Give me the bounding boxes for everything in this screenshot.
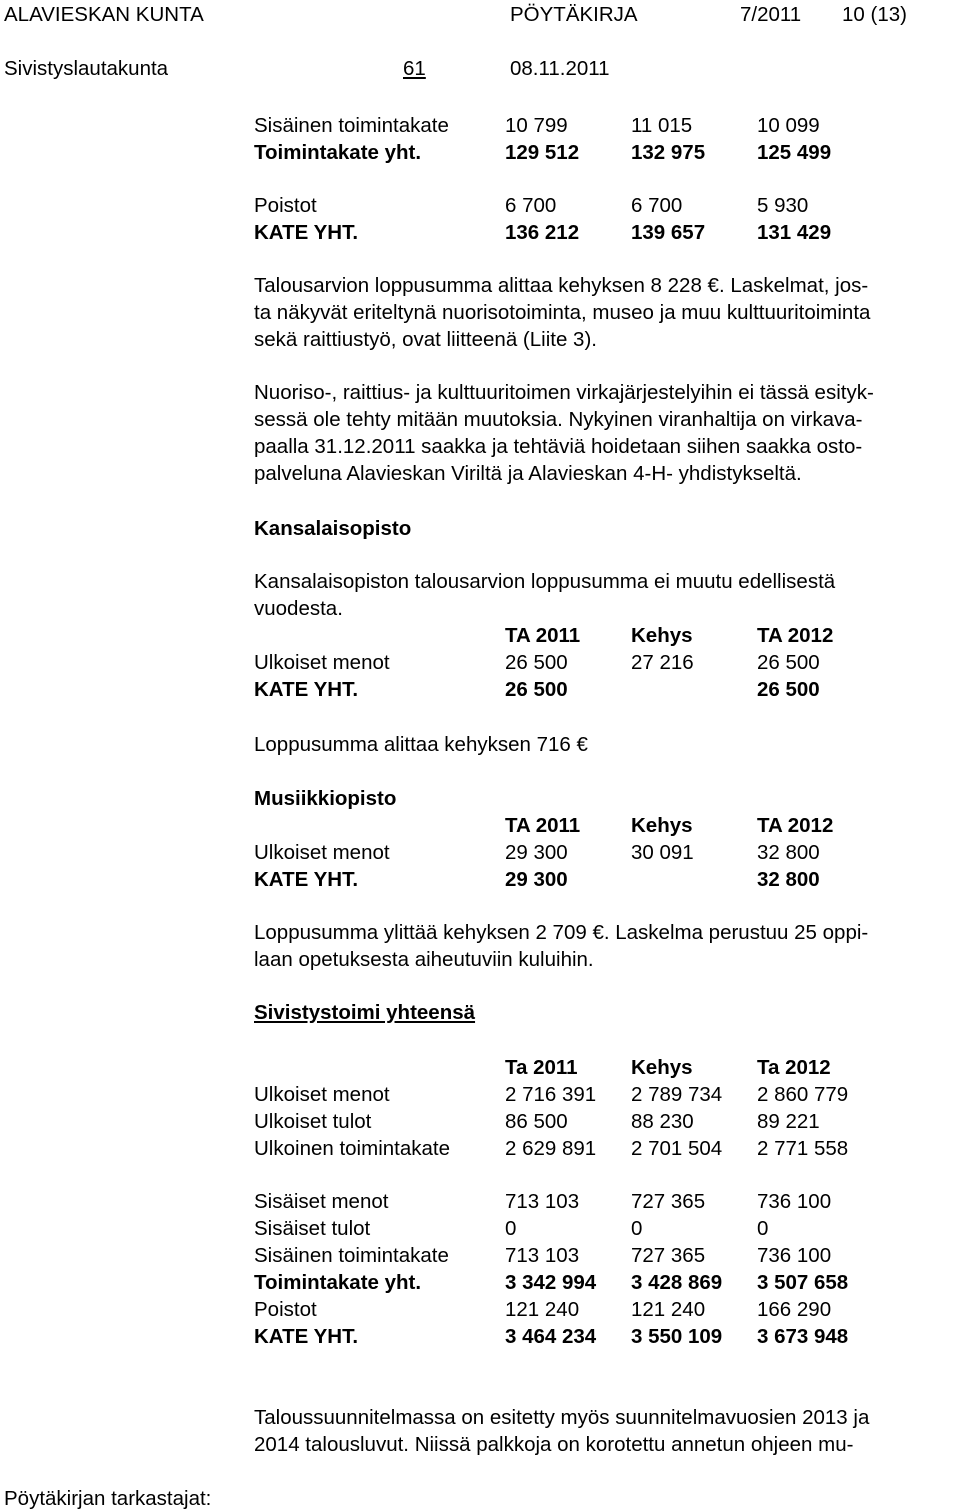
financial-plan-paragraph: Taloussuunnitelmassa on esitetty myös suunnitelmavuosien 2013 ja 2014 talousluvut. Niissä palkkoja on korotettu annetun ohjeen mu-	[254, 1406, 870, 1456]
section-number: 61	[403, 57, 426, 80]
page-number: 10 (13)	[842, 3, 907, 26]
organization-name: ALAVIESKAN KUNTA	[4, 3, 204, 26]
budget-paragraph: Talousarvion loppusumma alittaa kehyksen 8 228 €. Laskelmat, jos- ta näkyvät eriteltynä nuorisotoiminta, museo ja muu kulttuuritoiminta sekä raittiustyö, ovat liitteenä (Liite 3).	[254, 274, 871, 351]
kansalaisopisto-note: Loppusumma alittaa kehyksen 716 €	[254, 733, 588, 756]
document-header	[0, 0, 960, 27]
section-heading-sivistystoimi: Sivistystoimi yhteensä	[254, 1001, 476, 1024]
musiikkiopisto-note: Loppusumma ylittää kehyksen 2 709 €. Laskelma perustuu 25 oppi- laan opetuksesta aiheutuviin kuluihin.	[254, 921, 869, 971]
document-number: 7/2011	[740, 3, 802, 26]
kansalaisopisto-text: Kansalaisopiston talousarvion loppusumma ei muutu edellisestä vuodesta.	[254, 570, 836, 620]
section-heading-musiikkiopisto: Musiikkiopisto	[254, 787, 397, 810]
reviewers-label: Pöytäkirjan tarkastajat:	[4, 1487, 212, 1510]
board-name: Sivistyslautakunta	[4, 57, 169, 80]
document-type: PÖYTÄKIRJA	[510, 3, 638, 26]
section-heading-kansalaisopisto: Kansalaisopisto	[254, 517, 412, 540]
document-subheader	[0, 54, 960, 81]
meeting-date: 08.11.2011	[510, 57, 610, 80]
staffing-paragraph: Nuoriso-, raittius- ja kulttuuritoimen virkajärjestelyihin ei tässä esityk- sessä ole tehty mitään muutoksia. Nykyinen viranhaltija on virkava- paalla 31.12.2011 saakka ja tehtäviä hoidetaan siihen saakka osto- palveluna Alavieskan Viriltä ja Alavieskan 4-H- yhdistykseltä.	[254, 381, 874, 485]
